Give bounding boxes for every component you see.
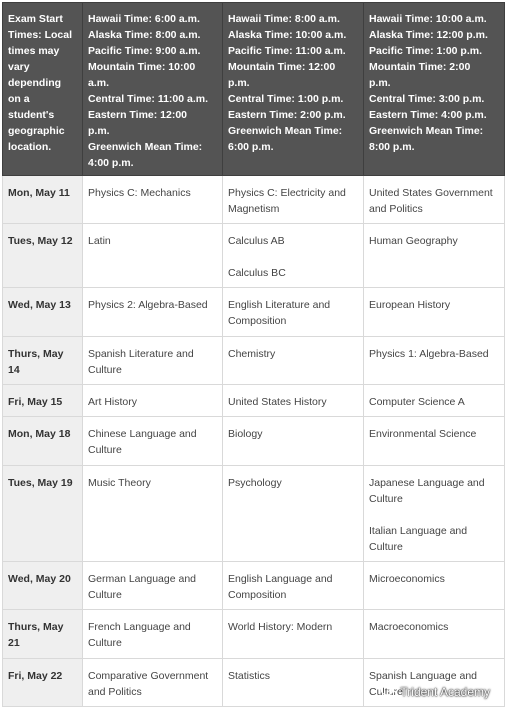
header-line: Eastern Time: 2:00 p.m. <box>228 109 346 121</box>
header-line: Alaska Time: 8:00 a.m. <box>88 29 201 41</box>
table-row <box>3 562 505 610</box>
session-1-cell <box>83 385 223 417</box>
exam-subject: Computer Science A <box>369 396 465 408</box>
session-2-cell <box>223 385 364 417</box>
header-line: Hawaii Time: 6:00 a.m. <box>88 13 200 25</box>
header-line: 4:00 p.m. <box>88 157 134 169</box>
exam-date-cell: Wed, May 20 <box>3 562 83 610</box>
session-1-cell <box>83 466 223 562</box>
header-line: Mountain Time: 2:00 <box>369 61 471 73</box>
header-line: Mountain Time: 12:00 <box>228 61 336 73</box>
exam-date-cell: Tues, May 12 <box>3 224 83 288</box>
header-line: p.m. <box>369 77 391 89</box>
exam-subject: Physics 1: Algebra-Based <box>369 348 489 360</box>
exam-subject: Comparative Government and Politics <box>88 670 209 698</box>
exam-subject: European History <box>369 299 451 311</box>
exam-subject: Latin <box>88 235 111 247</box>
header-line: Hawaii Time: 8:00 a.m. <box>228 13 340 25</box>
header-line: Greenwich Mean Time: <box>369 125 484 137</box>
wechat-icon <box>381 685 397 699</box>
header-line: location. <box>8 141 52 153</box>
exam-date-cell: Wed, May 13 <box>3 288 83 337</box>
watermark <box>381 685 490 699</box>
table-row <box>3 466 505 562</box>
header-line: student's <box>8 109 55 121</box>
exam-subject: French Language and Culture <box>88 621 191 649</box>
session-3-cell <box>364 417 505 466</box>
header-line: 8:00 p.m. <box>369 141 415 153</box>
exam-date-cell: Tues, May 19 <box>3 466 83 562</box>
exam-date-cell: Mon, May 11 <box>3 176 83 224</box>
header-line: Eastern Time: 12:00 <box>88 109 188 121</box>
exam-subject: Chemistry <box>228 348 276 360</box>
header-line: Greenwich Mean Time: <box>228 125 343 137</box>
session-2-cell <box>223 417 364 466</box>
exam-subject: Calculus BC <box>228 267 286 279</box>
exam-date-cell: Fri, May 15 <box>3 385 83 417</box>
session-1-cell <box>83 176 223 224</box>
session-1-cell <box>83 337 223 385</box>
exam-subject: Environmental Science <box>369 428 477 440</box>
session-1-cell <box>83 224 223 288</box>
exam-date-cell: Fri, May 22 <box>3 659 83 707</box>
header-exam-start-times <box>3 3 83 176</box>
header-line: Alaska Time: 10:00 a.m. <box>228 29 347 41</box>
session-3-cell <box>364 337 505 385</box>
header-line: times may <box>8 45 60 57</box>
exam-subject: Physics C: Mechanics <box>88 187 191 199</box>
session-2-cell <box>223 224 364 288</box>
session-3-cell <box>364 224 505 288</box>
exam-subject: United States Government and Politics <box>369 187 493 215</box>
session-1-cell <box>83 417 223 466</box>
exam-subject: Biology <box>228 428 263 440</box>
session-2-cell <box>223 176 364 224</box>
session-3-cell <box>364 562 505 610</box>
header-line: Mountain Time: 10:00 <box>88 61 196 73</box>
exam-subject: Physics 2: Algebra-Based <box>88 299 208 311</box>
table-row <box>3 610 505 659</box>
session-3-cell <box>364 176 505 224</box>
exam-subject: Chinese Language and Culture <box>88 428 197 456</box>
exam-subject: Human Geography <box>369 235 458 247</box>
header-line: vary <box>8 61 30 73</box>
exam-date-cell: Thurs, May 14 <box>3 337 83 385</box>
header-line: Pacific Time: 11:00 a.m. <box>228 45 346 57</box>
session-2-cell <box>223 562 364 610</box>
exam-subject: Physics C: Electricity and Magnetism <box>228 187 346 215</box>
header-line: Alaska Time: 12:00 p.m. <box>369 29 488 41</box>
header-line: p.m. <box>88 125 110 137</box>
exam-subject: Music Theory <box>88 477 151 489</box>
exam-schedule-table <box>2 2 505 707</box>
exam-subject: Statistics <box>228 670 271 682</box>
watermark-text: Trident Academy <box>400 685 490 699</box>
exam-subject: English Language and Composition <box>228 573 333 601</box>
session-1-cell <box>83 562 223 610</box>
header-line: Hawaii Time: 10:00 a.m. <box>369 13 487 25</box>
exam-subject: German Language and Culture <box>88 573 196 601</box>
exam-subject: Psychology <box>228 477 282 489</box>
header-session-1-times <box>83 3 223 176</box>
exam-subject: Spanish Literature and Culture <box>88 348 194 376</box>
header-line: Times: Local <box>8 29 72 41</box>
header-row <box>3 3 505 176</box>
header-session-2-times <box>223 3 364 176</box>
table-row <box>3 659 505 707</box>
exam-subject: English Literature and Composition <box>228 299 331 327</box>
session-3-cell <box>364 659 505 707</box>
exam-date-cell: Mon, May 18 <box>3 417 83 466</box>
header-line: p.m. <box>228 77 250 89</box>
header-line: Exam Start <box>8 13 63 25</box>
session-2-cell <box>223 466 364 562</box>
exam-date-cell: Thurs, May 21 <box>3 610 83 659</box>
session-3-cell <box>364 288 505 337</box>
exam-subject: Italian Language and Culture <box>369 525 468 553</box>
table-row <box>3 176 505 224</box>
header-line: Greenwich Mean Time: <box>88 141 203 153</box>
exam-subject: Calculus AB <box>228 235 285 247</box>
header-line: Eastern Time: 4:00 p.m. <box>369 109 487 121</box>
schedule-body <box>3 176 505 707</box>
table-row <box>3 288 505 337</box>
exam-subject: Japanese Language and Culture <box>369 477 485 505</box>
session-1-cell <box>83 659 223 707</box>
header-line: Central Time: 11:00 a.m. <box>88 93 209 105</box>
table-row <box>3 224 505 288</box>
header-line: depending <box>8 77 62 89</box>
session-2-cell <box>223 610 364 659</box>
header-session-3-times <box>364 3 505 176</box>
header-line: geographic <box>8 125 65 137</box>
table-row <box>3 417 505 466</box>
table-row <box>3 337 505 385</box>
exam-subject: Spanish Language and Culture <box>369 670 478 698</box>
exam-subject: World History: Modern <box>228 621 333 633</box>
session-3-cell <box>364 466 505 562</box>
session-3-cell <box>364 610 505 659</box>
table-row <box>3 385 505 417</box>
header-line: Pacific Time: 9:00 a.m. <box>88 45 201 57</box>
session-1-cell <box>83 288 223 337</box>
header-line: Central Time: 3:00 p.m. <box>369 93 485 105</box>
header-line: Central Time: 1:00 p.m. <box>228 93 344 105</box>
exam-subject: Art History <box>88 396 138 408</box>
exam-subject: Macroeconomics <box>369 621 449 633</box>
session-2-cell <box>223 288 364 337</box>
session-2-cell <box>223 337 364 385</box>
header-line: a.m. <box>88 77 110 89</box>
header-line: 6:00 p.m. <box>228 141 274 153</box>
exam-subject: Microeconomics <box>369 573 445 585</box>
session-1-cell <box>83 610 223 659</box>
header-line: Pacific Time: 1:00 p.m. <box>369 45 483 57</box>
session-3-cell <box>364 385 505 417</box>
session-2-cell <box>223 659 364 707</box>
exam-subject: United States History <box>228 396 327 408</box>
header-line: on a <box>8 93 30 105</box>
